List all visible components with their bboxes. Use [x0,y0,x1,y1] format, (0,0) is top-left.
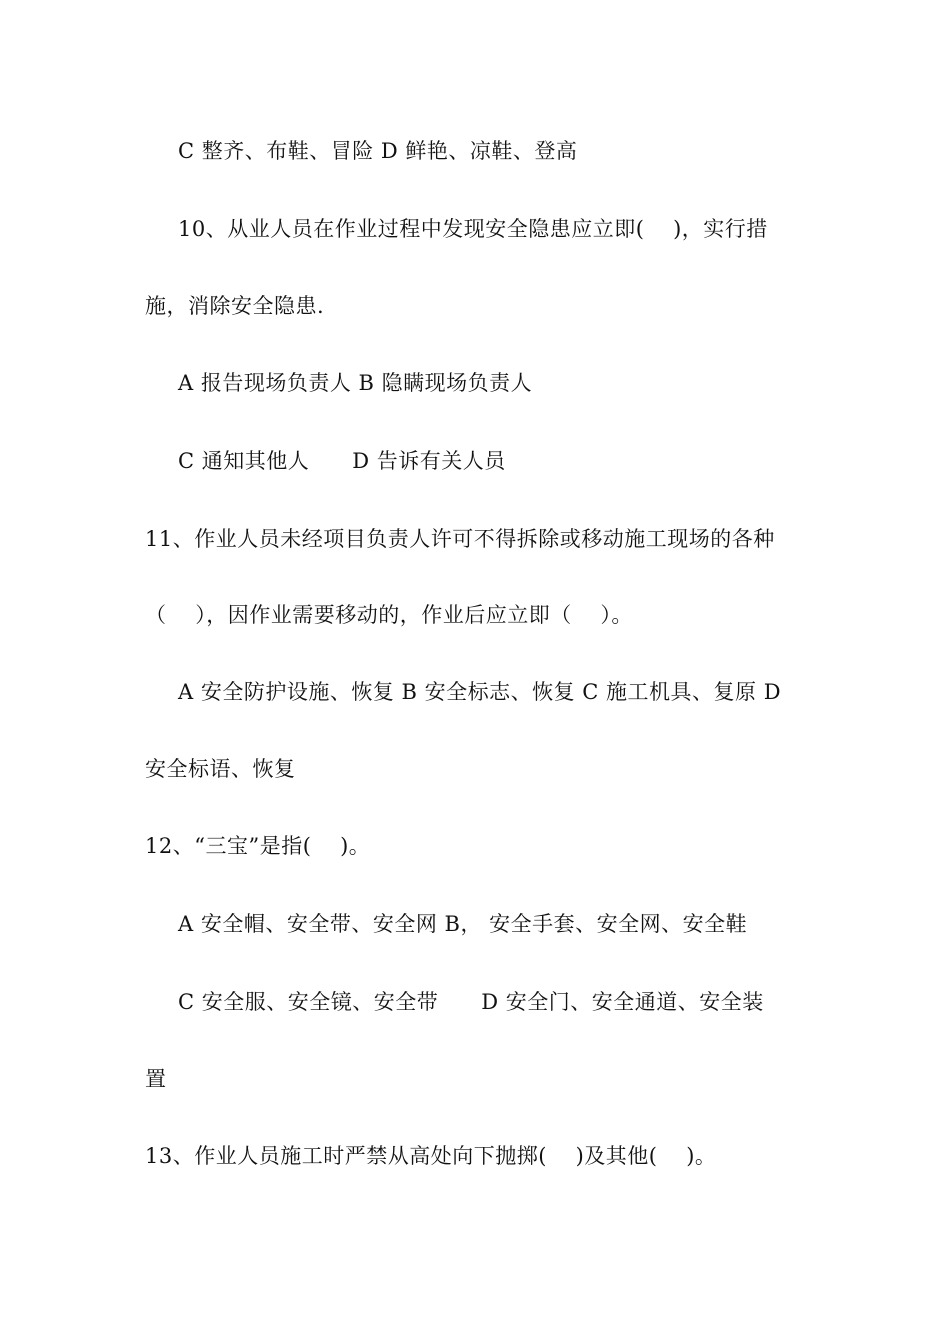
option-line-12-d-cont: 置 [145,1067,167,1091]
option-line-11-d-cont: 安全标语、恢复 [145,757,296,781]
option-line-9-cd: C 整齐、布鞋、冒险 D 鲜艳、凉鞋、登高 [178,139,578,163]
question-12: 12、“三宝”是指( )。 [145,834,371,858]
question-13: 13、作业人员施工时严禁从高处向下抛掷( )及其他( )。 [145,1144,717,1168]
question-10-line-2: 施，消除安全隐患. [145,294,325,318]
option-line-10-ab: A 报告现场负责人 B 隐瞒现场负责人 [178,371,533,395]
question-10-line-1: 10、从业人员在作业过程中发现安全隐患应立即( )，实行措 [178,217,768,241]
option-line-11-abcd: A 安全防护设施、恢复 B 安全标志、恢复 C 施工机具、复原 D [178,680,782,704]
question-11-line-1: 11、作业人员未经项目负责人许可不得拆除或移动施工现场的各种 [145,527,775,551]
question-11-line-2: （ ），因作业需要移动的，作业后应立即（ ）。 [145,603,633,627]
option-line-10-cd: C 通知其他人 D 告诉有关人员 [178,449,506,473]
option-line-12-ab: A 安全帽、安全带、安全网 B， 安全手套、安全网、安全鞋 [178,912,748,936]
option-line-12-cd: C 安全服、安全镜、安全带 D 安全门、安全通道、安全装 [178,990,764,1014]
